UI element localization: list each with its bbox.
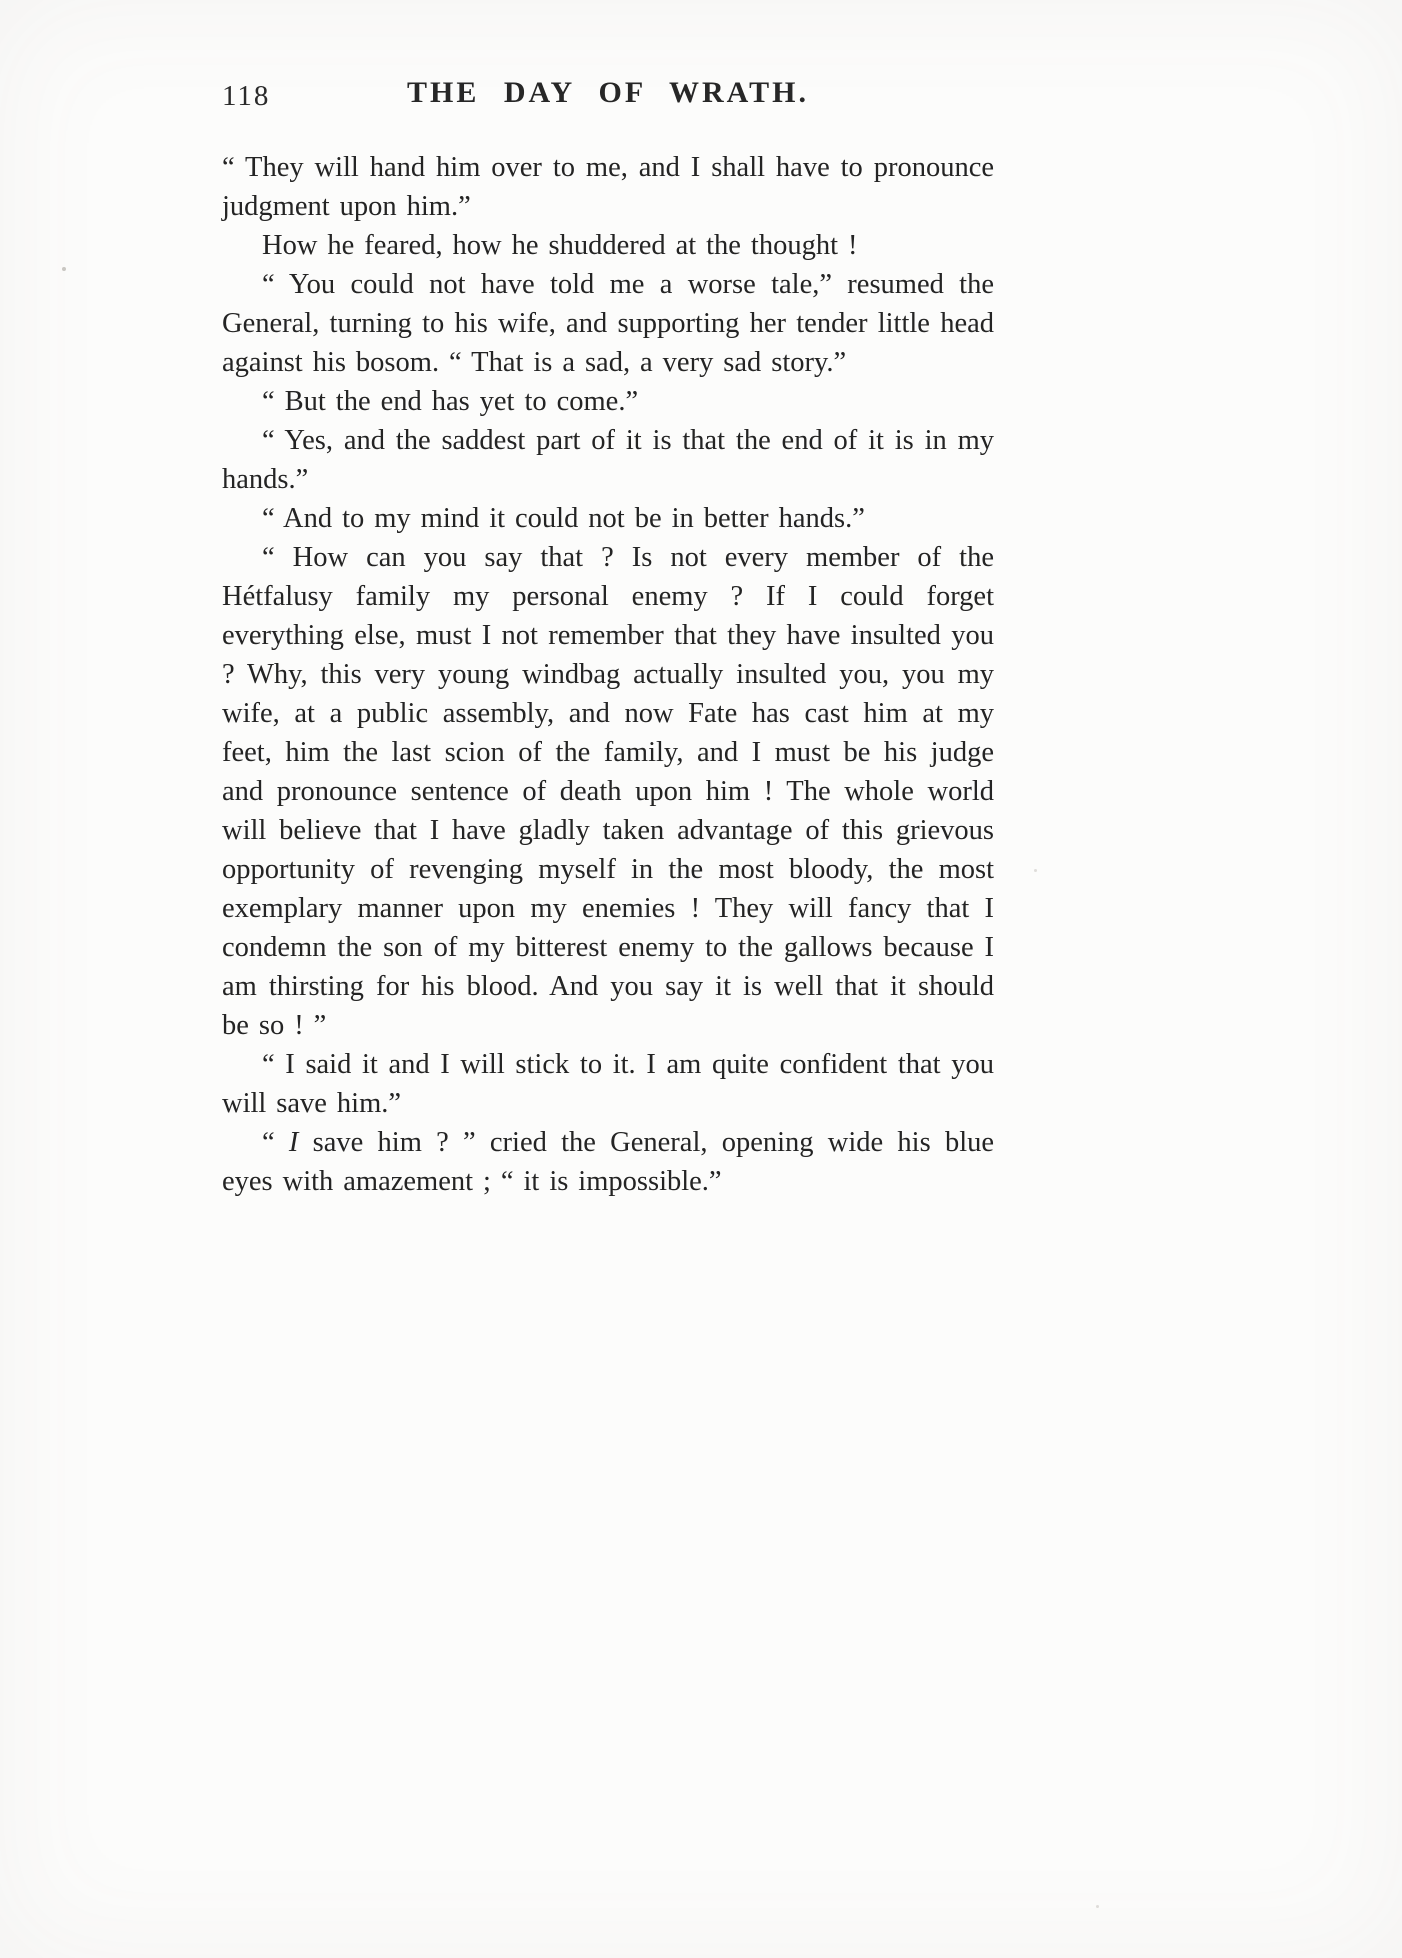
paragraph-4: “ But the end has yet to come.” bbox=[262, 386, 639, 417]
paragraph-9-rest: save him ? ” cried the General, opening wide his blue eyes with amazement ; “ it is impossible.” bbox=[222, 1127, 995, 1197]
scan-speck bbox=[62, 267, 66, 271]
body-text bbox=[222, 148, 994, 1201]
running-title: THE DAY OF WRATH. bbox=[407, 76, 809, 109]
paragraph-9 bbox=[222, 1123, 994, 1201]
page-header bbox=[222, 76, 994, 116]
quote-open: “ bbox=[262, 1127, 289, 1158]
paragraph-1: “ They will hand him over to me, and I shall have to pronounce judgment upon him.” bbox=[222, 152, 994, 222]
scan-speck bbox=[1096, 1905, 1099, 1908]
paragraph-8: “ I said it and I will stick to it. I am quite confident that you will save him.” bbox=[222, 1049, 994, 1119]
italic-pronoun: I bbox=[288, 1127, 299, 1158]
paragraph-3: “ You could not have told me a worse tale,” resumed the General, turning to his wife, and supporting her tender little head against his bosom. “ That is a sad, a very sad story.” bbox=[222, 269, 994, 378]
page-number: 118 bbox=[222, 80, 271, 112]
paragraph-6: “ And to my mind it could not be in better hands.” bbox=[262, 503, 865, 534]
paragraph-2: How he feared, how he shuddered at the thought ! bbox=[262, 230, 858, 261]
scan-speck bbox=[1034, 869, 1037, 872]
paragraph-5: “ Yes, and the saddest part of it is that the end of it is in my hands.” bbox=[222, 425, 994, 495]
paragraph-7: “ How can you say that ? Is not every member of the Hétfalusy family my personal enemy ? If I could forget everything else, must I not remember that they have insulted you ? Why, this very young windbag actually insulted you, you my wife, at a public assembly, and now Fate has cast him at my feet, him the last scion of the family, and I must be his judge and pronounce sentence of death upon him ! The whole world will believe that I have gladly taken advantage of this grievous opportunity of revenging myself in the most bloody, the most exemplary manner upon my enemies ! They will fancy that I condemn the son of my bitterest enemy to the gallows because I am thirsting for his blood. And you say it is well that it should be so ! ” bbox=[222, 542, 994, 1041]
